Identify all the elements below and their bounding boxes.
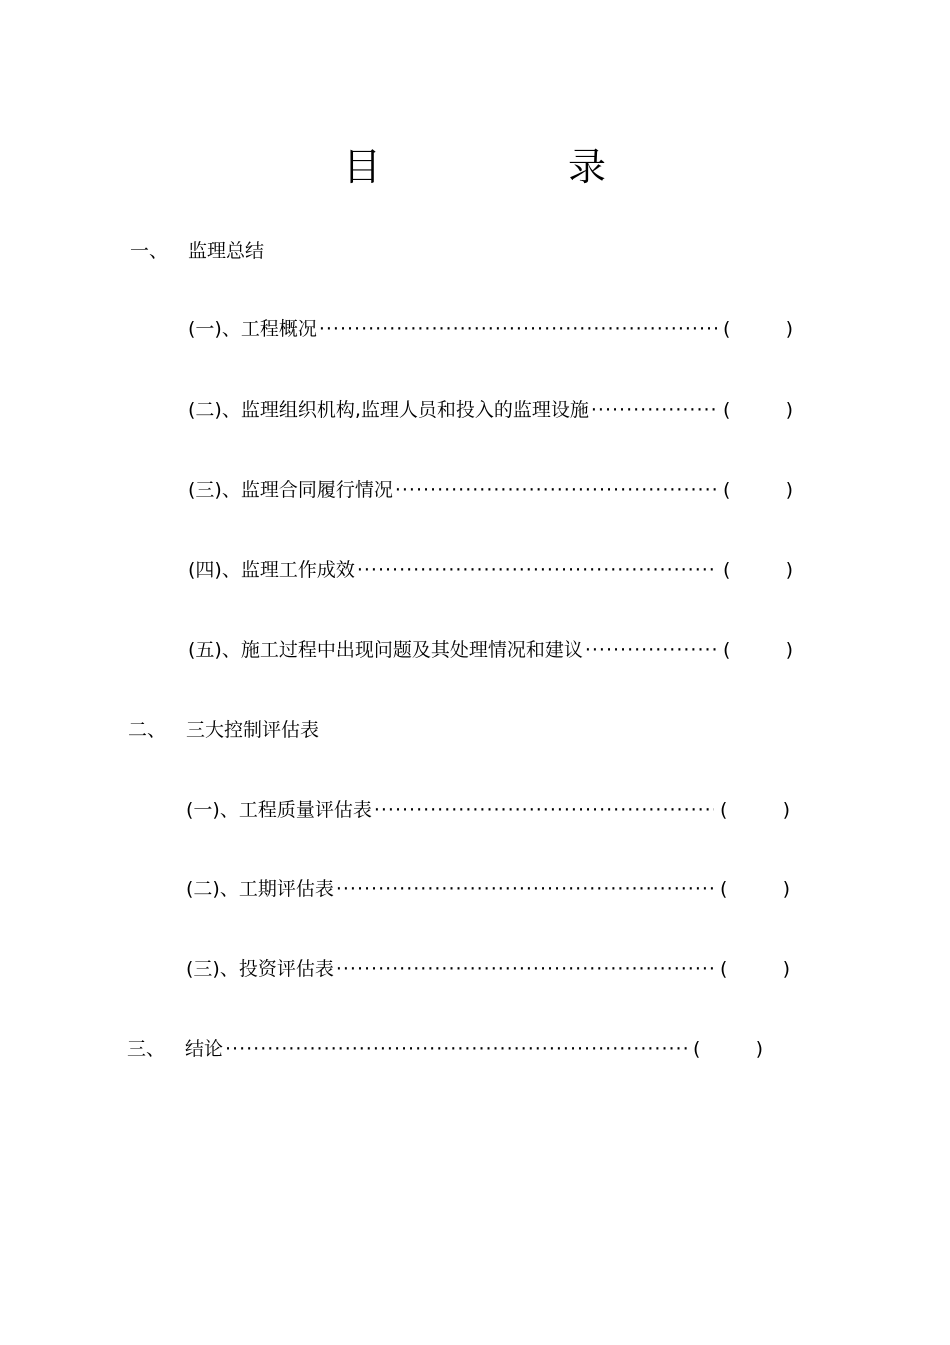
page-number-placeholder: ( ) xyxy=(720,799,790,821)
dot-leader xyxy=(336,956,714,982)
dot-leader xyxy=(395,477,717,503)
section-number: 三、 xyxy=(127,1038,166,1060)
title-char-lu: 录 xyxy=(568,145,607,189)
dot-leader xyxy=(374,797,714,823)
toc-entry[interactable] xyxy=(0,557,950,583)
page-number-placeholder: ( ) xyxy=(723,559,793,581)
toc-entry[interactable] xyxy=(0,637,950,663)
dot-leader xyxy=(319,316,717,342)
page-number-placeholder: ( ) xyxy=(720,958,790,980)
toc-entry[interactable] xyxy=(0,316,950,342)
toc-entry-text: (三)、投资评估表 xyxy=(186,958,334,980)
page-number-placeholder: ( ) xyxy=(723,639,793,661)
section-number: 一、 xyxy=(130,240,169,262)
toc-entry[interactable] xyxy=(0,876,950,902)
toc-entry[interactable] xyxy=(0,797,950,823)
dot-leader xyxy=(591,397,717,423)
toc-entry-text: (五)、施工过程中出现问题及其处理情况和建议 xyxy=(188,639,583,661)
page-number-placeholder: ( ) xyxy=(723,399,793,421)
toc-entry-text: 结论 xyxy=(185,1038,224,1060)
page-number-placeholder: ( ) xyxy=(693,1038,763,1060)
section-title: 三大控制评估表 xyxy=(186,719,320,741)
toc-section-heading xyxy=(0,717,950,743)
page-number-placeholder: ( ) xyxy=(723,479,793,501)
toc-entry[interactable] xyxy=(0,956,950,982)
toc-entry[interactable] xyxy=(0,1036,950,1062)
toc-entry-text: (二)、监理组织机构,监理人员和投入的监理设施 xyxy=(188,399,589,421)
section-number: 二、 xyxy=(128,719,167,741)
toc-entry-text: (一)、工程质量评估表 xyxy=(186,799,372,821)
page-number-placeholder: ( ) xyxy=(720,878,790,900)
page-number-placeholder: ( ) xyxy=(723,318,793,340)
toc-entry[interactable] xyxy=(0,477,950,503)
toc-section-heading xyxy=(0,238,950,264)
dot-leader xyxy=(585,637,717,663)
toc-entry-text: (四)、监理工作成效 xyxy=(188,559,355,581)
dot-leader xyxy=(336,876,714,902)
toc-entry-text: (二)、工期评估表 xyxy=(186,878,334,900)
section-title: 监理总结 xyxy=(188,240,265,262)
toc-entry-text: (三)、监理合同履行情况 xyxy=(188,479,393,501)
toc-entry[interactable] xyxy=(0,397,950,423)
dot-leader xyxy=(357,557,717,583)
toc-entry-text: (一)、工程概况 xyxy=(188,318,317,340)
title-char-mu: 目 xyxy=(343,145,382,189)
dot-leader xyxy=(225,1036,687,1062)
